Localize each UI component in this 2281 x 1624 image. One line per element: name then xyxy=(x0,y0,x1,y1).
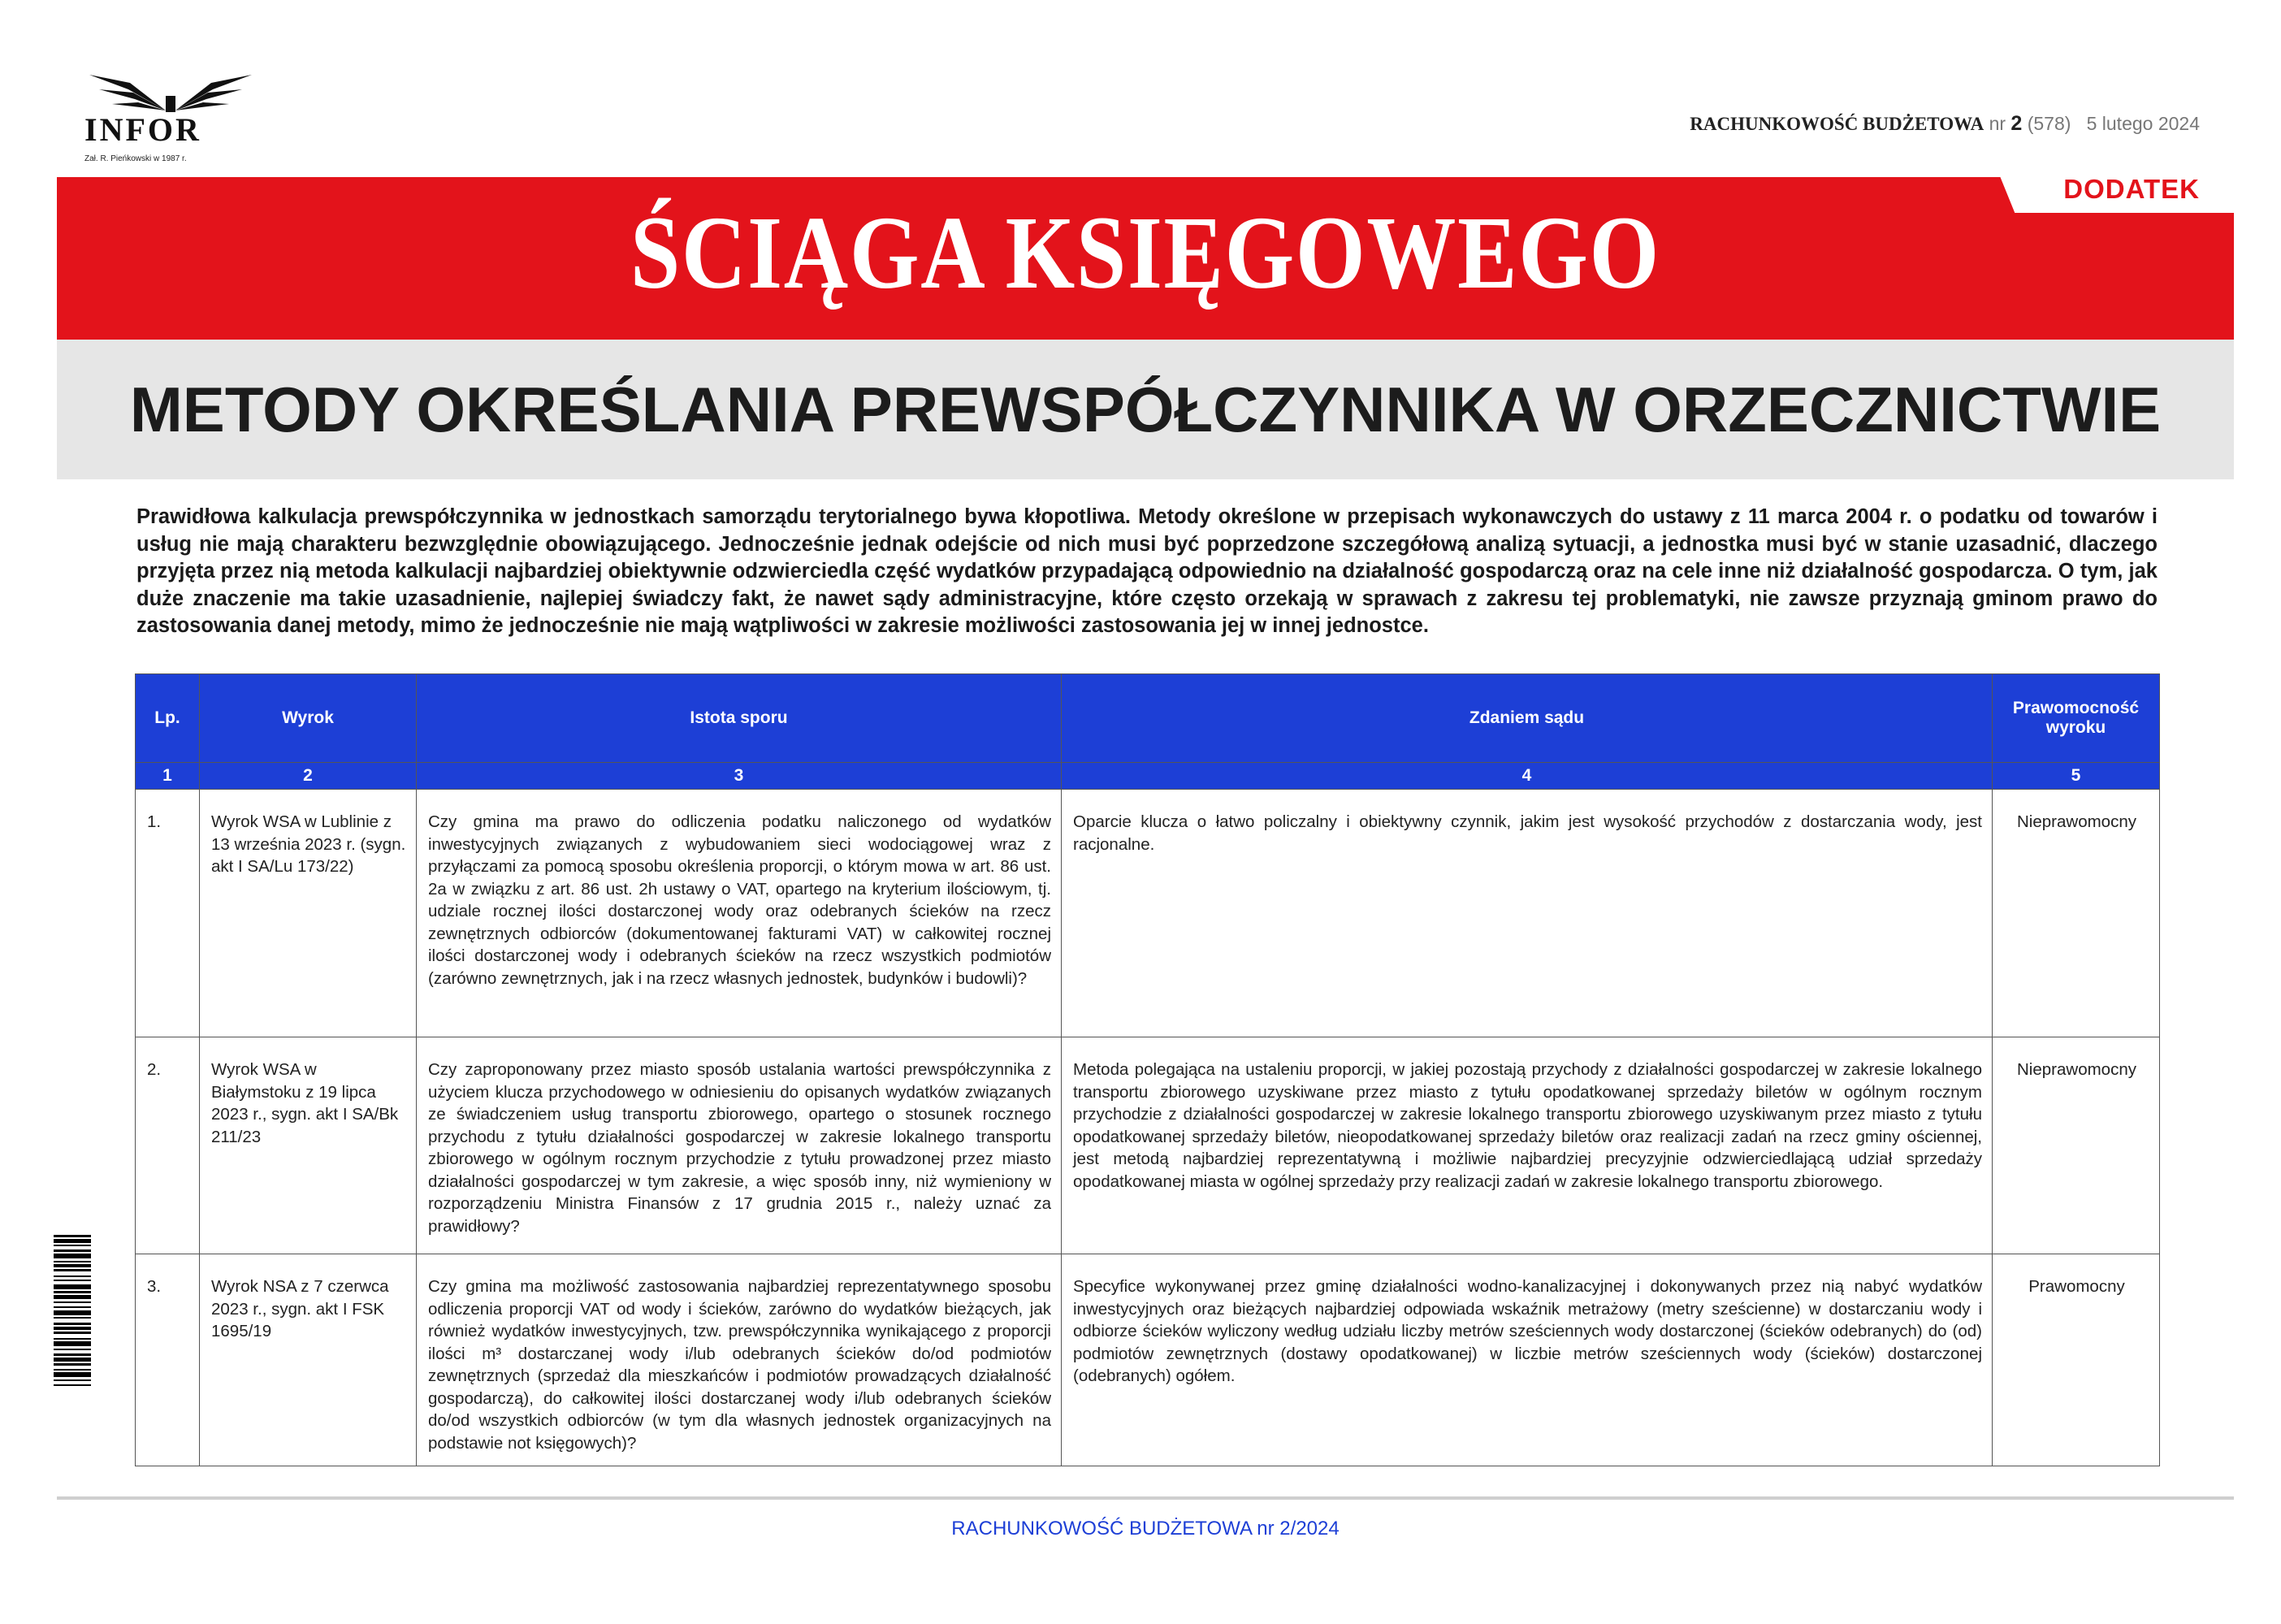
cell-status: Prawomocny xyxy=(1993,1254,2160,1466)
header-wyrok: Wyrok xyxy=(200,674,417,763)
page-title: ŚCIĄGA KSIĘGOWEGO xyxy=(630,195,1660,310)
cell-zdanie: Specyfice wykonywanej przez gminę działalności wodno-kanalizacyjnej i dokonywanych przez nią nabyć wydatków inwestycyjnych oraz bieżących najbardziej odpowiada wskaźnik metrażowy (metry sześcienne) w dostarczaniu wody i odbiorze ścieków wyliczony według udziału liczby metrów sześciennych wody dostarczonej (ścieków odebranych) do (od) podmiotów zewnętrznych (dostawy opodatkowanej) w liczbie metrów sześciennych wody (ścieków) dostarczonej (odebranych) ogółem. xyxy=(1062,1254,1993,1466)
infor-wings-logo xyxy=(81,71,260,114)
cell-istota: Czy gmina ma możliwość zastosowania najbardziej reprezentatywnego sposobu odliczenia proporcji VAT od wody i ścieków, zarówno do wydatków bieżących, jak również wydatków inwestycyjnych, tzw. prewspółczynnika wynikającego z proporcji ilości m³ dostarczanej wody i/lub odebranych ścieków do/od podmiotów zewnętrznych (sprzedaż dla mieszkańców i podmiotów prowadzących działalność gospodarczą), do całkowitej ilości dostarczanej wody i/lub odebranych ścieków do/od wszystkich odbiorców (w tym dla własnych jednostek organizacyjnych na podstawie not księgowych)? xyxy=(417,1254,1062,1466)
table-header-row xyxy=(136,674,2160,763)
logo-wordmark: INFOR xyxy=(84,111,201,148)
table-row xyxy=(136,790,2160,1037)
cell-lp: 1. xyxy=(136,790,200,1037)
index-cell: 3 xyxy=(417,763,1062,790)
infor-logo xyxy=(81,71,260,169)
cell-lp: 3. xyxy=(136,1254,200,1466)
cell-istota: Czy zaproponowany przez miasto sposób ustalania wartości prewspółczynnika z użyciem klucza przychodowego w odniesieniu do opisanych wydatków związanych ze świadczeniem usług transportu zbiorowego, opartego o stosunek rocznego przychodu z tytułu działalności gospodarczej w zakresie lokalnego transportu zbiorowego w ogólnym rocznym przychodzie z tytułu prowadzonej przez miasto działalności gospodarczej w tym zakresie, a więc sposób inny, niż wymieniony w rozporządzeniu Ministra Finansów z 17 grudnia 2015 r., należy uznać za prawidłowy? xyxy=(417,1037,1062,1254)
page-subtitle: METODY OKREŚLANIA PREWSPÓŁCZYNNIKA W ORZECZNICTWIE xyxy=(129,374,2162,445)
cell-wyrok: Wyrok WSA w Białymstoku z 19 lipca 2023 r., sygn. akt I SA/Bk 211/23 xyxy=(200,1037,417,1254)
logo-subtitle: Zał. R. Pieńkowski w 1987 r. xyxy=(84,154,187,163)
masthead-issue: 2 xyxy=(2010,112,2023,135)
masthead-date: 5 lutego 2024 xyxy=(2086,113,2200,134)
index-cell: 5 xyxy=(1993,763,2160,790)
header-istota: Istota sporu xyxy=(417,674,1062,763)
table-row xyxy=(136,1254,2160,1466)
header-prawomocnosc: Prawomocność wyroku xyxy=(1993,674,2160,763)
cell-lp: 2. xyxy=(136,1037,200,1254)
index-cell: 1 xyxy=(136,763,200,790)
cell-wyrok: Wyrok NSA z 7 czerwca 2023 r., sygn. akt I FSK 1695/19 xyxy=(200,1254,417,1466)
table-row xyxy=(136,1037,2160,1254)
masthead xyxy=(1690,112,2200,136)
barcode-icon xyxy=(54,1235,91,1462)
cell-istota: Czy gmina ma prawo do odliczenia podatku naliczonego od wydatków inwestycyjnych związanych z wybudowaniem sieci wodociągowej wraz z przyłączami za pomocą sposobu określenia proporcji, o którym mowa w art. 86 ust. 2a w związku z art. 86 ust. 2h ustawy o VAT, opartego na kryterium ilościowym, tj. udziale rocznej ilości dostarczonej wody oraz odebranych ścieków na rzecz zewnętrznych odbiorców (dokumentowanej fakturami VAT) w całkowitej rocznej ilości dostarczonej wody i odebranych ścieków na rzecz wszystkich podmiotów (zarówno zewnętrznych, jak i na rzecz własnych jednostek, budynków i budowli)? xyxy=(417,790,1062,1037)
masthead-serial: (578) xyxy=(2027,113,2071,134)
masthead-nr-label: nr xyxy=(1989,113,2006,134)
header-zdanie: Zdaniem sądu xyxy=(1062,674,1993,763)
table-index-row xyxy=(136,763,2160,790)
cell-zdanie: Metoda polegająca na ustaleniu proporcji, w jakiej pozostają przychody z działalności gospodarczej w zakresie lokalnego transportu zbiorowego uzyskiwane przez miasto z tytułu opodatkowanej sprzedaży biletów w ogólnym rocznym przychodzie z działalności gospodarczej w zakresie lokalnego transportu zbiorowego uzyskiwanym przez miasto z tytułu opodatkowanej sprzedaży biletów, nieopodatkowanej sprzedaży biletów oraz realizacji zadań na rzecz gminy ościennej, jest metodą najbardziej reprezentatywną i możliwie najbardziej precyzyjnie odzwierciedlającą udział sprzedaży opodatkowanej miasta w ogólnej sprzedaży przy realizacji zadań w zakresie lokalnego transportu zbiorowego. xyxy=(1062,1037,1993,1254)
header-lp: Lp. xyxy=(136,674,200,763)
index-cell: 4 xyxy=(1062,763,1993,790)
dodatek-label: DODATEK xyxy=(2063,174,2200,204)
cell-status: Nieprawomocny xyxy=(1993,1037,2160,1254)
cell-status: Nieprawomocny xyxy=(1993,790,2160,1037)
lead-paragraph: Prawidłowa kalkulacja prewspółczynnika w jednostkach samorządu terytorialnego bywa kłopotliwa. Metody określone w przepisach wykonawczych do ustawy z 11 marca 2004 r. o podatku od towarów i usług nie mają charakteru bezwzględnie obowiązującego. Jednocześnie jednak odejście od nich musi być poprzedzone szczegółową analizą sytuacji, a jednostka musi być w stanie uzasadnić, dlaczego przyjęta przez nią metoda kalkulacji najbardziej obiektywnie odzwierciedla część wydatków przypadającą odpowiednio na działalność gospodarczą oraz na cele inne niż działalność gospodarcza. O tym, jak duże znaczenie ma takie uzasadnienie, najlepiej świadczy fakt, że nawet sądy administracyjne, które często orzekają w sprawach z zakresu tej problematyki, nie zawsze przyznają gminom prawo do zastosowania danej metody, mimo że jednocześnie nie mają wątpliwości w zakresie możliwości zastosowania jej w innej jednostce. xyxy=(136,505,2158,637)
cell-wyrok: Wyrok WSA w Lublinie z 13 września 2023 r. (sygn. akt I SA/Lu 173/22) xyxy=(200,790,417,1037)
footer-divider xyxy=(57,1496,2234,1500)
cell-zdanie: Oparcie klucza o łatwo policzalny i obiektywny czynnik, jakim jest wysokość przychodów z dostarczania wody, jest racjonalne. xyxy=(1062,790,1993,1037)
rulings-table xyxy=(135,673,2160,1466)
footer-text: RACHUNKOWOŚĆ BUDŻETOWA nr 2/2024 xyxy=(951,1518,1340,1540)
masthead-publication: RACHUNKOWOŚĆ BUDŻETOWA xyxy=(1690,114,1985,134)
index-cell: 2 xyxy=(200,763,417,790)
